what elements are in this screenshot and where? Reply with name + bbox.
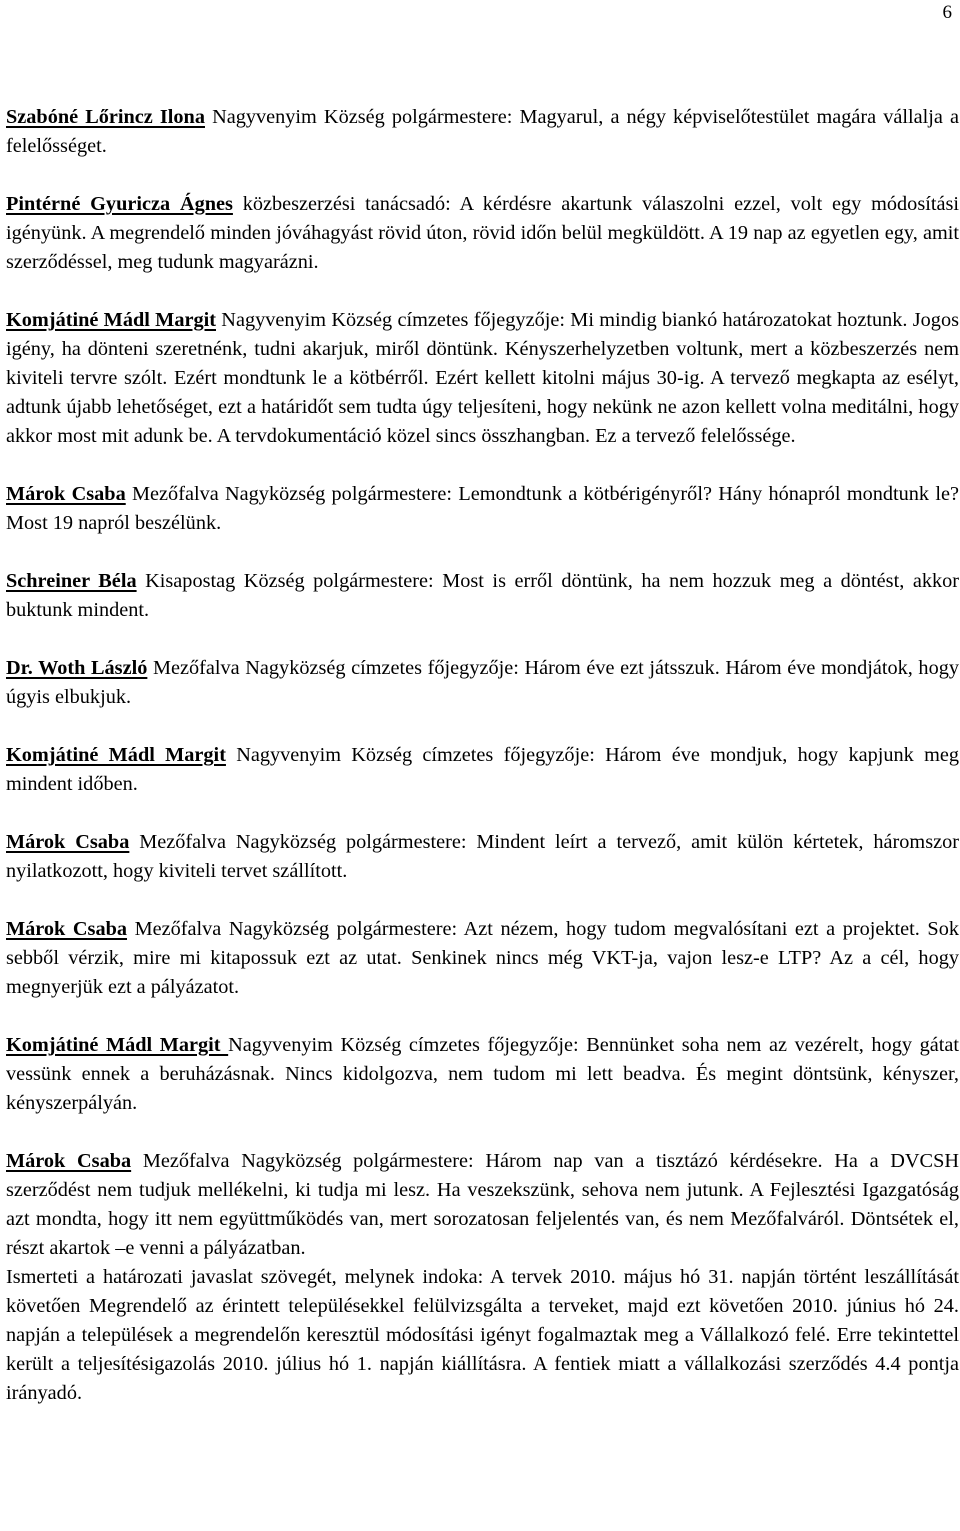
paragraph-1 [6, 103, 959, 161]
speaker-name: Komjátiné Mádl Margit [6, 309, 216, 331]
paragraph-9 [6, 915, 959, 1002]
speaker-name: Márok Csaba [6, 1150, 132, 1172]
statement-text: Kisapostag Község polgármestere: Most is erről döntünk, ha nem hozzuk meg a döntést, akkor buktunk mindent. [6, 570, 959, 621]
speaker-name: Márok Csaba [6, 831, 130, 853]
paragraph-11 [6, 1147, 959, 1263]
paragraph-5 [6, 567, 959, 625]
closing-paragraph: Ismerteti a határozati javaslat szövegét, melynek indoka: A tervek 2010. május hó 31. napján történt leszállítását követően Megrendelő az érintett településekkel felülvizsgálta a terveket, majd ezt követően 2010. június hó 24. napján a települések a megrendelőn keresztül módosítási igényt fogalmaztak meg a Vállalkozó felé. Erre tekintettel került a teljesítésigazolás 2010. július hó 1. napján kiállításra. A fentiek miatt a vállalkozási szerződés 4.4 pontja irányadó. [6, 1266, 959, 1404]
speaker-name: Márok Csaba [6, 483, 126, 505]
page-number: 6 [942, 2, 952, 23]
statement-text: Nagyvenyim Község polgármestere: Magyarul, a négy képviselőtestület magára vállalja a felelősséget. [6, 106, 959, 157]
statement-text: Mezőfalva Nagyközség polgármestere: Három nap van a tisztázó kérdésekre. Ha a DVCSH szerződést nem tudjuk mellékelni, ki tudja mi lesz. Ha veszekszünk, sehova nem jutunk. A Fejlesztési Igazgatóság azt mondta, hogy itt nem együttműködés van, mert sorozatosan feljelentés van, és nem Mezőfalváról. Döntsétek el, részt akartok –e venni a pályázatban. [6, 1150, 960, 1259]
statement-text: Nagyvenyim Község címzetes főjegyzője: Bennünket soha nem az vezérelt, hogy gátat vessünk ennek a beruházásnak. Nincs kidolgozva, nem tudom mi lett beadva. És megint döntsünk, kényszer, kényszerpályán. [6, 1034, 959, 1114]
speaker-name: Márok Csaba [6, 918, 128, 940]
speaker-name: Komjátiné Mádl Margit [6, 744, 226, 766]
paragraph-7 [6, 741, 959, 799]
speaker-name: Komjátiné Mádl Margit [6, 1034, 229, 1056]
paragraph-2 [6, 190, 959, 277]
speaker-name: Schreiner Béla [6, 570, 137, 592]
paragraph-10 [6, 1031, 959, 1118]
document-body [6, 103, 959, 1408]
speaker-name: Szabóné Lőrincz Ilona [6, 106, 205, 128]
paragraph-6 [6, 654, 959, 712]
speaker-name: Pintérné Gyuricza Ágnes [6, 193, 233, 215]
statement-text: Mezőfalva Nagyközség polgármestere: Lemondtunk a kötbérigényről? Hány hónapról mondtunk le? Most 19 napról beszélünk. [6, 483, 959, 534]
statement-text: Mezőfalva Nagyközség polgármestere: Azt nézem, hogy tudom megvalósítani ezt a projektet. Sok sebből vérzik, mire mi kitapossuk ezt az utat. Senkinek nincs még VKT-ja, vajon lesz-e LTP? Az a cél, hogy megnyerjük ezt a pályázatot. [6, 918, 959, 998]
statement-text: közbeszerzési tanácsadó: A kérdésre akartunk válaszolni ezzel, volt egy módosítási igényünk. A megrendelő minden jóváhagyást rövid úton, rövid időn belül megküldött. A 19 nap az egyetlen egy, amit szerződéssel, meg tudunk magyarázni. [6, 193, 960, 273]
statement-text: Nagyvenyim Község címzetes főjegyzője: Három éve mondjuk, hogy kapjunk meg mindent időben. [6, 744, 959, 795]
speaker-name: Dr. Woth László [6, 657, 148, 679]
paragraph-3 [6, 306, 959, 451]
statement-text: Nagyvenyim Község címzetes főjegyzője: Mi mindig biankó határozatokat hoztunk. Jogos igény, ha dönteni szeretnénk, tudni akarjuk, miről döntünk. Kényszerhelyzetben voltunk, mert a közbeszerzés nem kiviteli tervre szólt. Ezért mondtunk le a kötbérről. Ezért kellett kitolni május 30-ig. A tervező megkapta az esélyt, adtunk újabb lehetőséget, ezt a határidőt sem tudta úgy teljesíteni, hogy nekünk ne azon kellett volna meditálni, hogy akkor most mit adunk be. A tervdokumentáció közel sincs összhangban. Ez a tervező felelőssége. [6, 309, 959, 447]
paragraph-4 [6, 480, 959, 538]
paragraph-8 [6, 828, 959, 886]
statement-text: Mezőfalva Nagyközség polgármestere: Mindent leírt a tervező, amit külön kértetek, háromszor nyilatkozott, hogy kiviteli tervet szállított. [6, 831, 959, 882]
statement-text: Mezőfalva Nagyközség címzetes főjegyzője: Három éve ezt játsszuk. Három éve mondjátok, hogy úgyis elbukjuk. [6, 657, 959, 708]
